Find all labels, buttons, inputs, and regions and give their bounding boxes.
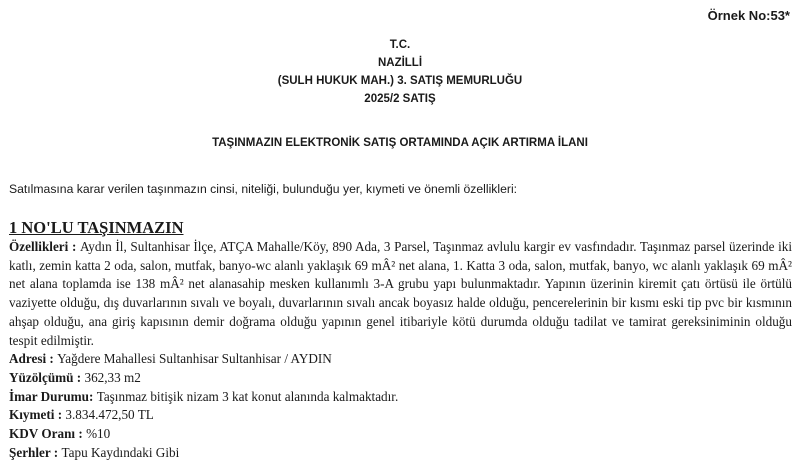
features-text: Aydın İl, Sultanhisar İlçe, ATÇA Mahalle/Köy, 890 Ada, 3 Parsel, Taşınmaz avlulu kargir ev vasfındadır. Taşınmaz parsel üzerinde iki katlı, zemin katta 2 oda, salon, mutfak, banyo-wc alanlı yaklaşık 69 mÂ² net alana, 1. Katta 3 oda, salon, mutfak, banyo, wc alanlı yaklaşık 69 mÂ² net alana toplamda ise 138 mÂ² net alanasahip mesken kullanımlı 3-A grubu yapı bulunmaktadır. Yapının üzerinin kiremit çatı örtüsü ile örtülü vaziyette olduğu, dış duvarlarının sıvalı ve boyalı, duvarlarının sıvalı ancak boyasız halde olduğu, pencerelerinin bir kısmı eski tip pvc bir kısmının ahşap olduğu, ana giriş kapısının demir doğrama olduğu yapının genel itibariyle kötü durumda olduğu tadilat ve tamirat gereksiniminin olduğu tespit edilmiştir. [9, 239, 792, 348]
value-label: Kıymeti : [9, 407, 66, 423]
features-label: Özellikleri : [9, 239, 80, 254]
zoning-label: İmar Durumu: [9, 388, 97, 404]
value-amount: 3.834.472,50 TL [65, 407, 154, 423]
property-value [9, 406, 792, 425]
header-office: (SULH HUKUK MAH.) 3. SATIŞ MEMURLUĞU [277, 75, 523, 87]
property-title: 1 NO'LU TAŞINMAZIN [9, 218, 184, 237]
notice-title: TAŞINMAZIN ELEKTRONİK SATIŞ ORTAMINDA AÇIK ARTIRMA İLANI [212, 137, 588, 149]
header-sale-number: 2025/2 SATIŞ [364, 93, 436, 105]
document-header [0, 36, 800, 108]
intro-text: Satılmasına karar verilen taşınmazın cinsi, niteliği, bulunduğu yer, kıymeti ve önemli özellikleri: [9, 182, 518, 196]
area-value: 362,33 m2 [84, 369, 141, 385]
property-address [9, 350, 792, 369]
vat-value: %10 [86, 426, 111, 442]
property-features [9, 238, 792, 350]
example-number: Örnek No:53* [707, 8, 790, 23]
property-section [9, 218, 792, 462]
header-city: NAZİLLİ [377, 57, 423, 69]
header-republic: T.C. [389, 39, 411, 51]
address-label: Adresi : [9, 351, 58, 367]
property-vat [9, 425, 792, 444]
property-zoning [9, 388, 792, 407]
property-annotations [9, 444, 792, 462]
zoning-value: Taşınmaz bitişik nizam 3 kat konut alanında kalmaktadır. [96, 388, 399, 404]
annotations-value: Tapu Kaydındaki Gibi [61, 444, 180, 460]
annotations-label: Şerhler : [9, 444, 62, 460]
area-label: Yüzölçümü : [9, 369, 85, 385]
vat-label: KDV Oranı : [9, 426, 87, 442]
address-value: Yağdere Mahallesi Sultanhisar Sultanhisar / AYDIN [57, 351, 332, 367]
property-area [9, 369, 792, 388]
